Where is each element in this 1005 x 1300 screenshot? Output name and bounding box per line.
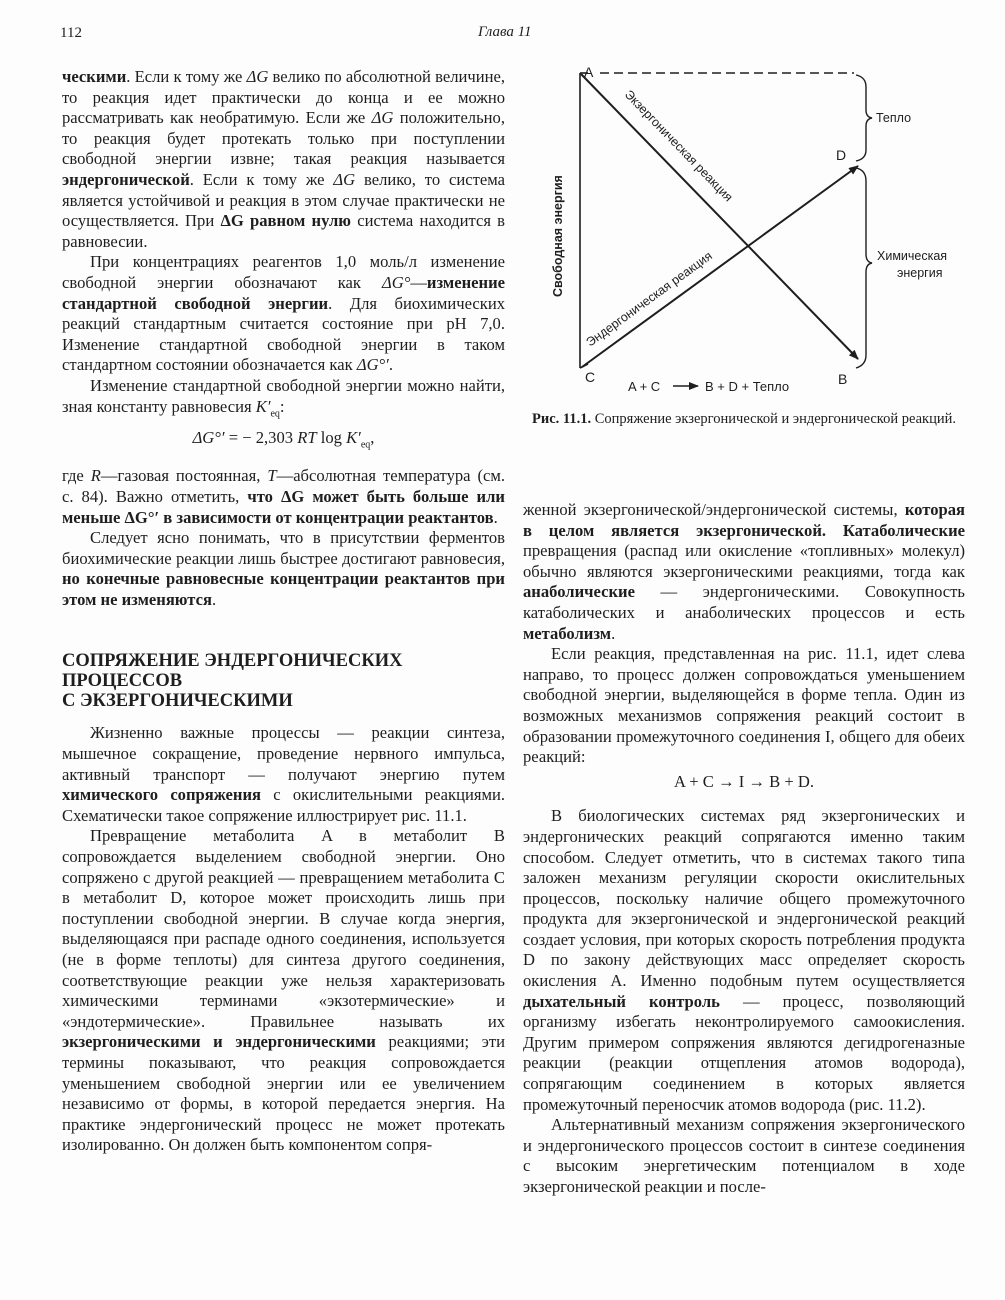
chemical-energy-label-2: энергия: [897, 266, 943, 280]
paragraph: Если реакция, представленная на рис. 11.1, идет слева направо, то процесс должен сопровождаться уменьшением свободной энергии, выделяющейся в форме тепла. Один из возможных механизмов сопряжения реакций состоит в образовании промежуточного соединения I, общего для обеих реакций:: [523, 644, 965, 767]
paragraph: Альтернативный механизм сопряжения экзергонического и эндергонического процессов состоит в синтезе соединения с высоким энергетическим потенциалом в ходе экзергонической реакции и после-: [523, 1115, 965, 1196]
exergonic-label: Экзергоническая реакция: [621, 87, 736, 205]
page-number: 112: [60, 25, 82, 41]
heat-brace: [856, 75, 872, 161]
paragraph: где R—газовая постоянная, T—абсолютная температура (см. с. 84). Важно отметить, что ΔG может быть больше или меньше ΔG°′ в зависимости от концентрации реактантов.: [62, 466, 506, 527]
equilibrium-formula: ΔG°′ = − 2,303 RT $\log K'_{eq}$,: [192, 428, 375, 451]
section-title: СОПРЯЖЕНИЕ ЭНДЕРГОНИЧЕСКИХ ПРОЦЕССОВ С ЭКЗЕРГОНИЧЕСКИМИ: [62, 651, 403, 712]
coupling-formula: A + C → I → B + D.: [674, 771, 814, 791]
reaction-equation-right: B + D + Тепло: [705, 379, 790, 394]
y-axis-label: Свободная энергия: [551, 175, 565, 297]
point-d-label: D: [836, 147, 847, 163]
point-b-label: B: [838, 371, 848, 387]
paragraph: Превращение метаболита A в метаболит B сопровождается выделением свободной энергии. Оно сопряжено с другой реакцией — превращением метаболита C в метаболит D, которое может происходить лишь при поступлении свободной энергии. В случае когда энергия, выделяющаяся при распаде одного соединения, используется (не в форме теплоты) для синтеза другого соединения, соответствующие реакции уже нельзя характеризовать химическими терминами «экзотермические» и «эндотермические». Правильнее называть их экзергоническими и эндергоническими реакциями; эти термины показывают, что реакция сопровождается уменьшением свободной энергии или ее увеличением независимо от формы, в которой передается энергия. На практике эндергонический процесс не может протекать изолированно. Он должен быть компонентом сопря-: [62, 826, 505, 1155]
paragraph: женной экзергонической/эндергонической системы, которая в целом является экзергонической. Катаболические превращения (распад или окисление «топливных» молекул) обычно являются экзергоническими реакциями, тогда как анаболические — эндергоническими. Совокупность катаболических и анаболических процессов и есть метаболизм.: [523, 500, 965, 643]
paragraph: В биологических системах ряд экзергонических и эндергонических реакций сопрягаются именно таким способом. Следует отметить, что в системах такого типа заложен механизм регуляции скорости окислительных процессов, поскольку наличие общего промежуточного продукта для экзергонической и эндергонической реакций создает условия, при которых скорость потребления продукта D по закону действующих масс определяет скорость окисления A. Именно подобным путем осуществляется дыхательный контроль — процесс, позволяющий организму избегать неконтролируемого самоокисления. Другим примером сопряжения являются дегидрогеназные реакции (реакции отщепления атомов водорода), сопрягающим соединением в которых является промежуточный переносчик атомов водорода (рис. 11.2).: [523, 806, 965, 1114]
chemical-energy-brace: [856, 168, 872, 368]
right-column: [523, 500, 965, 1198]
left-column: [62, 67, 505, 1156]
point-c-label: C: [585, 369, 596, 385]
chemical-energy-label-1: Химическая: [877, 249, 948, 263]
paragraph: Изменение стандартной свободной энергии можно найти, зная константу равновесия $K'_{eq}$:: [62, 375, 505, 419]
heat-label: Тепло: [876, 111, 912, 125]
figure-11-1: [540, 55, 980, 405]
figure-caption: Рис. 11.1. Сопряжение экзергонической и эндергонической реакций.: [532, 411, 956, 427]
paragraph: При концентрациях реагентов 1,0 моль/л изменение свободной энергии обозначают как ΔG°—изменение стандартной свободной энергии. Для биохимических реакций стандартным считается состояние при pH 7,0. Изменение стандартной свободной энергии в таком стандартном состоянии обозначается как ΔG°′.: [62, 252, 505, 375]
reaction-equation-left: A + C: [628, 379, 661, 394]
paragraph: ческими. Если к тому же ΔG велико по абсолютной величине, то реакция идет практически до конца и ее можно рассматривать как необратимую. Если же ΔG положительно, то реакция будет протекать только при поступлении свободной энергии извне; такая реакция называется эндергонической. Если к тому же ΔG велико, то система является устойчивой и реакция в этом случае практически не осуществляется. При ΔG равном нулю система находится в равновесии.: [62, 67, 506, 251]
paragraph: Следует ясно понимать, что в присутствии ферментов биохимические реакции лишь быстрее достигают равновесия, но конечные равновесные концентрации реактантов при этом не изменяются.: [62, 528, 505, 609]
running-head: Глава 11: [478, 24, 532, 40]
endergonic-label: Эндергоническая реакция: [583, 248, 715, 350]
point-a-label: A: [584, 64, 594, 80]
coupling-diagram: [540, 55, 980, 405]
paragraph: Жизненно важные процессы — реакции синтеза, мышечное сокращение, проведение нервного импульса, активный транспорт — получают энергию путем химического сопряжения с окислительными реакциями. Схематически такое сопряжение иллюстрирует рис. 11.1.: [62, 723, 505, 825]
